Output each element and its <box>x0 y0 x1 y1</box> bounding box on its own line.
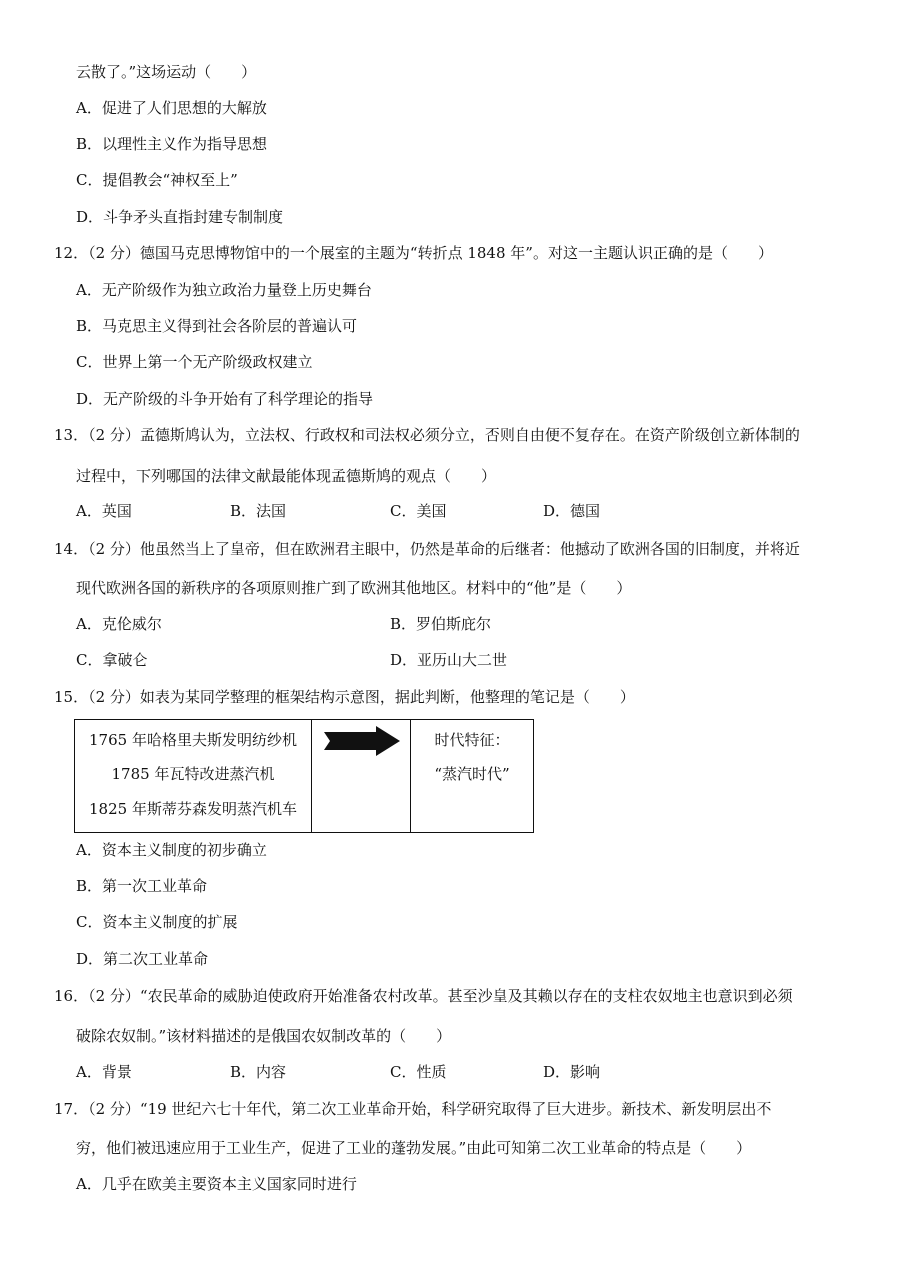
q14-stem-line2: 现代欧洲各国的新秩序的各项原则推广到了欧洲其他地区。材料中的“他”是（ ） <box>76 579 632 597</box>
q13-option-b: B．法国 <box>230 502 287 520</box>
q15-stem: 15．（2 分）如表为某同学整理的框架结构示意图，据此判断，他整理的笔记是（ ） <box>54 688 635 706</box>
q14-option-b: B．罗伯斯庇尔 <box>390 615 492 633</box>
q12-stem: 12．（2 分）德国马克思博物馆中的一个展室的主题为“转折点 1848 年”。对这一主题认识正确的是（ ） <box>54 244 773 262</box>
q11-option-a: A．促进了人们思想的大解放 <box>76 99 267 117</box>
q15-option-b: B．第一次工业革命 <box>76 877 208 895</box>
event-1825: 1825 年斯蒂芬森发明蒸汽机车 <box>89 800 297 818</box>
q14-options-row1 <box>76 614 876 634</box>
arrow-cell <box>312 720 411 832</box>
q16-stem-line1: 16．（2 分）“农民革命的威胁迫使政府开始准备农村改革。甚至沙皇及其赖以存在的支柱农奴地主也意识到必须 <box>54 987 793 1005</box>
q17-stem-line2: 穷，他们被迅速应用于工业生产，促进了工业的蓬勃发展。”由此可知第二次工业革命的特点是（ ） <box>76 1139 752 1157</box>
q11-option-d: D．斗争矛头直指封建专制制度 <box>76 208 284 226</box>
q12-option-c: C．世界上第一个无产阶级政权建立 <box>76 353 313 371</box>
feature-cell <box>411 720 533 832</box>
q12-option-a: A．无产阶级作为独立政治力量登上历史舞台 <box>76 281 372 299</box>
q17-option-a: A．几乎在欧美主要资本主义国家同时进行 <box>76 1175 357 1193</box>
events-cell <box>75 720 312 832</box>
event-1785: 1785 年瓦特改进蒸汽机 <box>111 765 275 783</box>
q15-option-c: C．资本主义制度的扩展 <box>76 913 238 931</box>
q11-option-b: B．以理性主义作为指导思想 <box>76 135 268 153</box>
event-1765: 1765 年哈格里夫斯发明纺纱机 <box>89 731 297 749</box>
q16-options <box>76 1062 876 1082</box>
feature-value: “蒸汽时代” <box>434 765 510 783</box>
q13-options <box>76 501 876 521</box>
q16-stem-line2: 破除农奴制。”该材料描述的是俄国农奴制改革的（ ） <box>76 1027 452 1045</box>
q14-options-row2 <box>76 650 876 670</box>
q13-option-c: C．美国 <box>390 502 447 520</box>
q13-stem-line1: 13．（2 分）孟德斯鸠认为，立法权、行政权和司法权必须分立，否则自由便不复存在。在资产阶级创立新体制的 <box>54 426 800 444</box>
q16-option-a: A．背景 <box>76 1063 132 1081</box>
q13-option-d: D．德国 <box>543 502 601 520</box>
q16-option-b: B．内容 <box>230 1063 287 1081</box>
feature-label: 时代特征： <box>434 731 510 749</box>
right-arrow-icon <box>312 722 411 762</box>
q15-option-a: A．资本主义制度的初步确立 <box>76 841 267 859</box>
q15-option-d: D．第二次工业革命 <box>76 950 209 968</box>
q14-option-a: A．克伦威尔 <box>76 615 162 633</box>
q16-option-c: C．性质 <box>390 1063 447 1081</box>
q13-stem-line2: 过程中，下列哪国的法律文献最能体现孟德斯鸠的观点（ ） <box>76 467 497 485</box>
q14-option-d: D．亚历山大二世 <box>390 651 508 669</box>
q11-stem-continuation: 云散了。”这场运动（ ） <box>76 63 257 81</box>
q12-option-d: D．无产阶级的斗争开始有了科学理论的指导 <box>76 390 374 408</box>
q16-option-d: D．影响 <box>543 1063 601 1081</box>
framework-table <box>74 719 534 833</box>
q13-option-a: A．英国 <box>76 502 132 520</box>
q14-stem-line1: 14．（2 分）他虽然当上了皇帝，但在欧洲君主眼中，仍然是革命的后继者：他撼动了欧洲各国的旧制度，并将近 <box>54 540 800 558</box>
q14-option-c: C．拿破仑 <box>76 651 148 669</box>
q11-option-c: C．提倡教会“神权至上” <box>76 171 238 189</box>
q17-stem-line1: 17．（2 分）“19 世纪六七十年代，第二次工业革命开始，科学研究取得了巨大进步。新技术、新发明层出不 <box>54 1100 772 1118</box>
q12-option-b: B．马克思主义得到社会各阶层的普遍认可 <box>76 317 358 335</box>
